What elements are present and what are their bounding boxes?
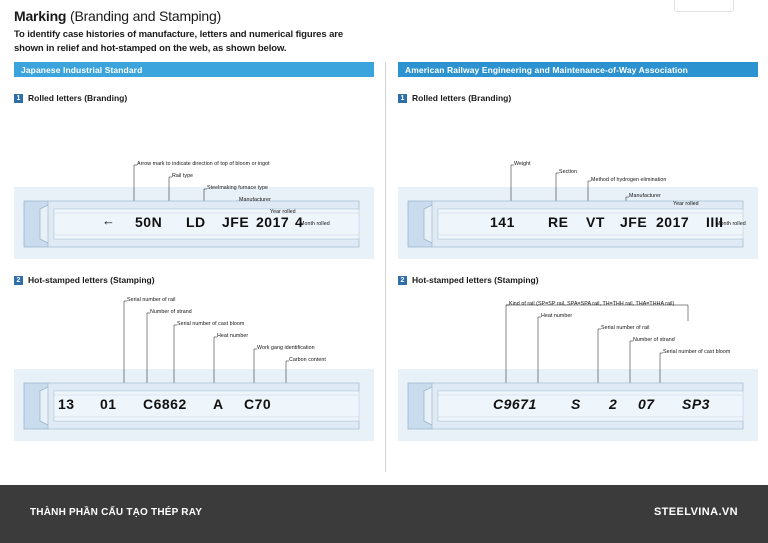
- standard-bar-jis-label: Japanese Industrial Standard: [21, 64, 143, 75]
- branding-stamp: JFE: [620, 214, 648, 230]
- callout-label: Rail type: [172, 173, 194, 179]
- page-header: [14, 8, 414, 56]
- branding-stamp: 4: [295, 214, 304, 230]
- footer-caption: THÀNH PHẦN CẤU TẠO THÉP RAY: [30, 507, 203, 518]
- callout-label: Serial number of cast bloom: [663, 349, 731, 355]
- callout-label: Work gang identification: [257, 345, 315, 351]
- section-number-badge: 2: [14, 276, 23, 285]
- stamping-mark: 13: [58, 396, 75, 412]
- section-title-jis-1: [14, 93, 374, 103]
- callout-label: Heat number: [541, 313, 573, 319]
- branding-stamp: 50N: [135, 214, 163, 230]
- section-title-arema-1: [398, 93, 758, 103]
- callout-labels-arema-2: [398, 291, 758, 441]
- section-number-badge: 1: [398, 94, 407, 103]
- stamping-mark: C70: [244, 396, 272, 412]
- branding-stamp: IIII: [706, 214, 724, 230]
- callout-label: Arrow mark to indicate direction of top of bloom or ingot: [137, 161, 270, 167]
- callout-label: Month rolled: [716, 221, 746, 227]
- branding-stamp: 2017: [656, 214, 690, 230]
- branding-stamp: LD: [186, 214, 206, 230]
- stamping-mark: A: [213, 396, 224, 412]
- branding-stamp: 141: [490, 214, 515, 230]
- section-number-badge: 1: [14, 94, 23, 103]
- page-description: To identify case histories of manufacture, letters and numerical figures are shown in relief and hot-stamped on the web, as shown below.: [14, 29, 344, 54]
- callout-label: Year rolled: [270, 209, 296, 215]
- callout-labels-arema-1: [398, 109, 758, 259]
- diagram-jis-stamped: [14, 291, 374, 441]
- callout-label: Weight: [514, 161, 531, 167]
- stamping-mark: 07: [638, 396, 655, 412]
- stamping-mark: S: [571, 396, 581, 412]
- standard-bar-jis: [14, 62, 374, 77]
- callout-labels-jis-2: [14, 291, 374, 441]
- callout-label: Year rolled: [673, 201, 699, 207]
- direction-arrow-icon: ←: [102, 213, 115, 228]
- callout-label: Number of strand: [633, 337, 675, 343]
- callout-label: Method of hydrogen elimination: [591, 177, 667, 183]
- column-jis: [14, 62, 374, 472]
- standard-bar-arema-label: American Railway Engineering and Maintenance-of-Way Association: [405, 64, 688, 75]
- callout-label: Steelmaking furnace type: [207, 185, 268, 191]
- page-title-light: (Branding and Stamping): [69, 8, 222, 24]
- branding-stamp: JFE: [222, 214, 250, 230]
- section-title-text: Hot-stamped letters (Stamping): [28, 275, 155, 285]
- callout-label: Manufacturer: [629, 193, 661, 199]
- footer-brand: STEELVINA.VN: [653, 506, 738, 518]
- diagram-jis-rolled: [14, 109, 374, 259]
- stamping-mark: C6862: [143, 396, 187, 412]
- page-title: [14, 8, 414, 24]
- diagram-arema-stamped: [398, 291, 758, 441]
- callout-label: Serial number of rail: [601, 325, 650, 331]
- section-title-text: Hot-stamped letters (Stamping): [412, 275, 539, 285]
- standard-bar-arema: [398, 62, 758, 77]
- branding-stamp: RE: [548, 214, 569, 230]
- callout-label: Serial number of cast bloom: [177, 321, 245, 327]
- footer-bar: [0, 485, 768, 543]
- column-divider: [385, 62, 386, 472]
- stamping-mark: 01: [100, 396, 117, 412]
- callout-label: Number of strand: [150, 309, 192, 315]
- callout-label: Month rolled: [300, 221, 330, 227]
- callout-label: Kind of rail (SP=SP rail, SPA=SPA rail, TH=THH rail, THA=THHA rail): [509, 301, 675, 307]
- callout-label: Manufacturer: [239, 197, 271, 203]
- stamping-mark: 2: [609, 396, 618, 412]
- callout-label: Carbon content: [289, 357, 326, 363]
- stamping-mark: C9671: [493, 396, 537, 412]
- callout-labels-jis-1: [14, 109, 374, 259]
- section-title-arema-2: [398, 275, 758, 285]
- section-number-badge: 2: [398, 276, 407, 285]
- column-arema: [398, 62, 758, 472]
- top-decorative-box: [674, 0, 734, 12]
- section-title-jis-2: [14, 275, 374, 285]
- callout-label: Heat number: [217, 333, 249, 339]
- section-title-text: Rolled letters (Branding): [28, 93, 128, 103]
- stamping-mark: SP3: [682, 396, 710, 412]
- section-title-text: Rolled letters (Branding): [412, 93, 512, 103]
- branding-stamp: VT: [586, 214, 605, 230]
- diagram-arema-rolled: [398, 109, 758, 259]
- page-title-bold: Marking: [14, 8, 67, 24]
- callout-label: Section: [559, 169, 578, 175]
- branding-stamp: 2017: [256, 214, 290, 230]
- callout-label: Serial number of rail: [127, 297, 176, 303]
